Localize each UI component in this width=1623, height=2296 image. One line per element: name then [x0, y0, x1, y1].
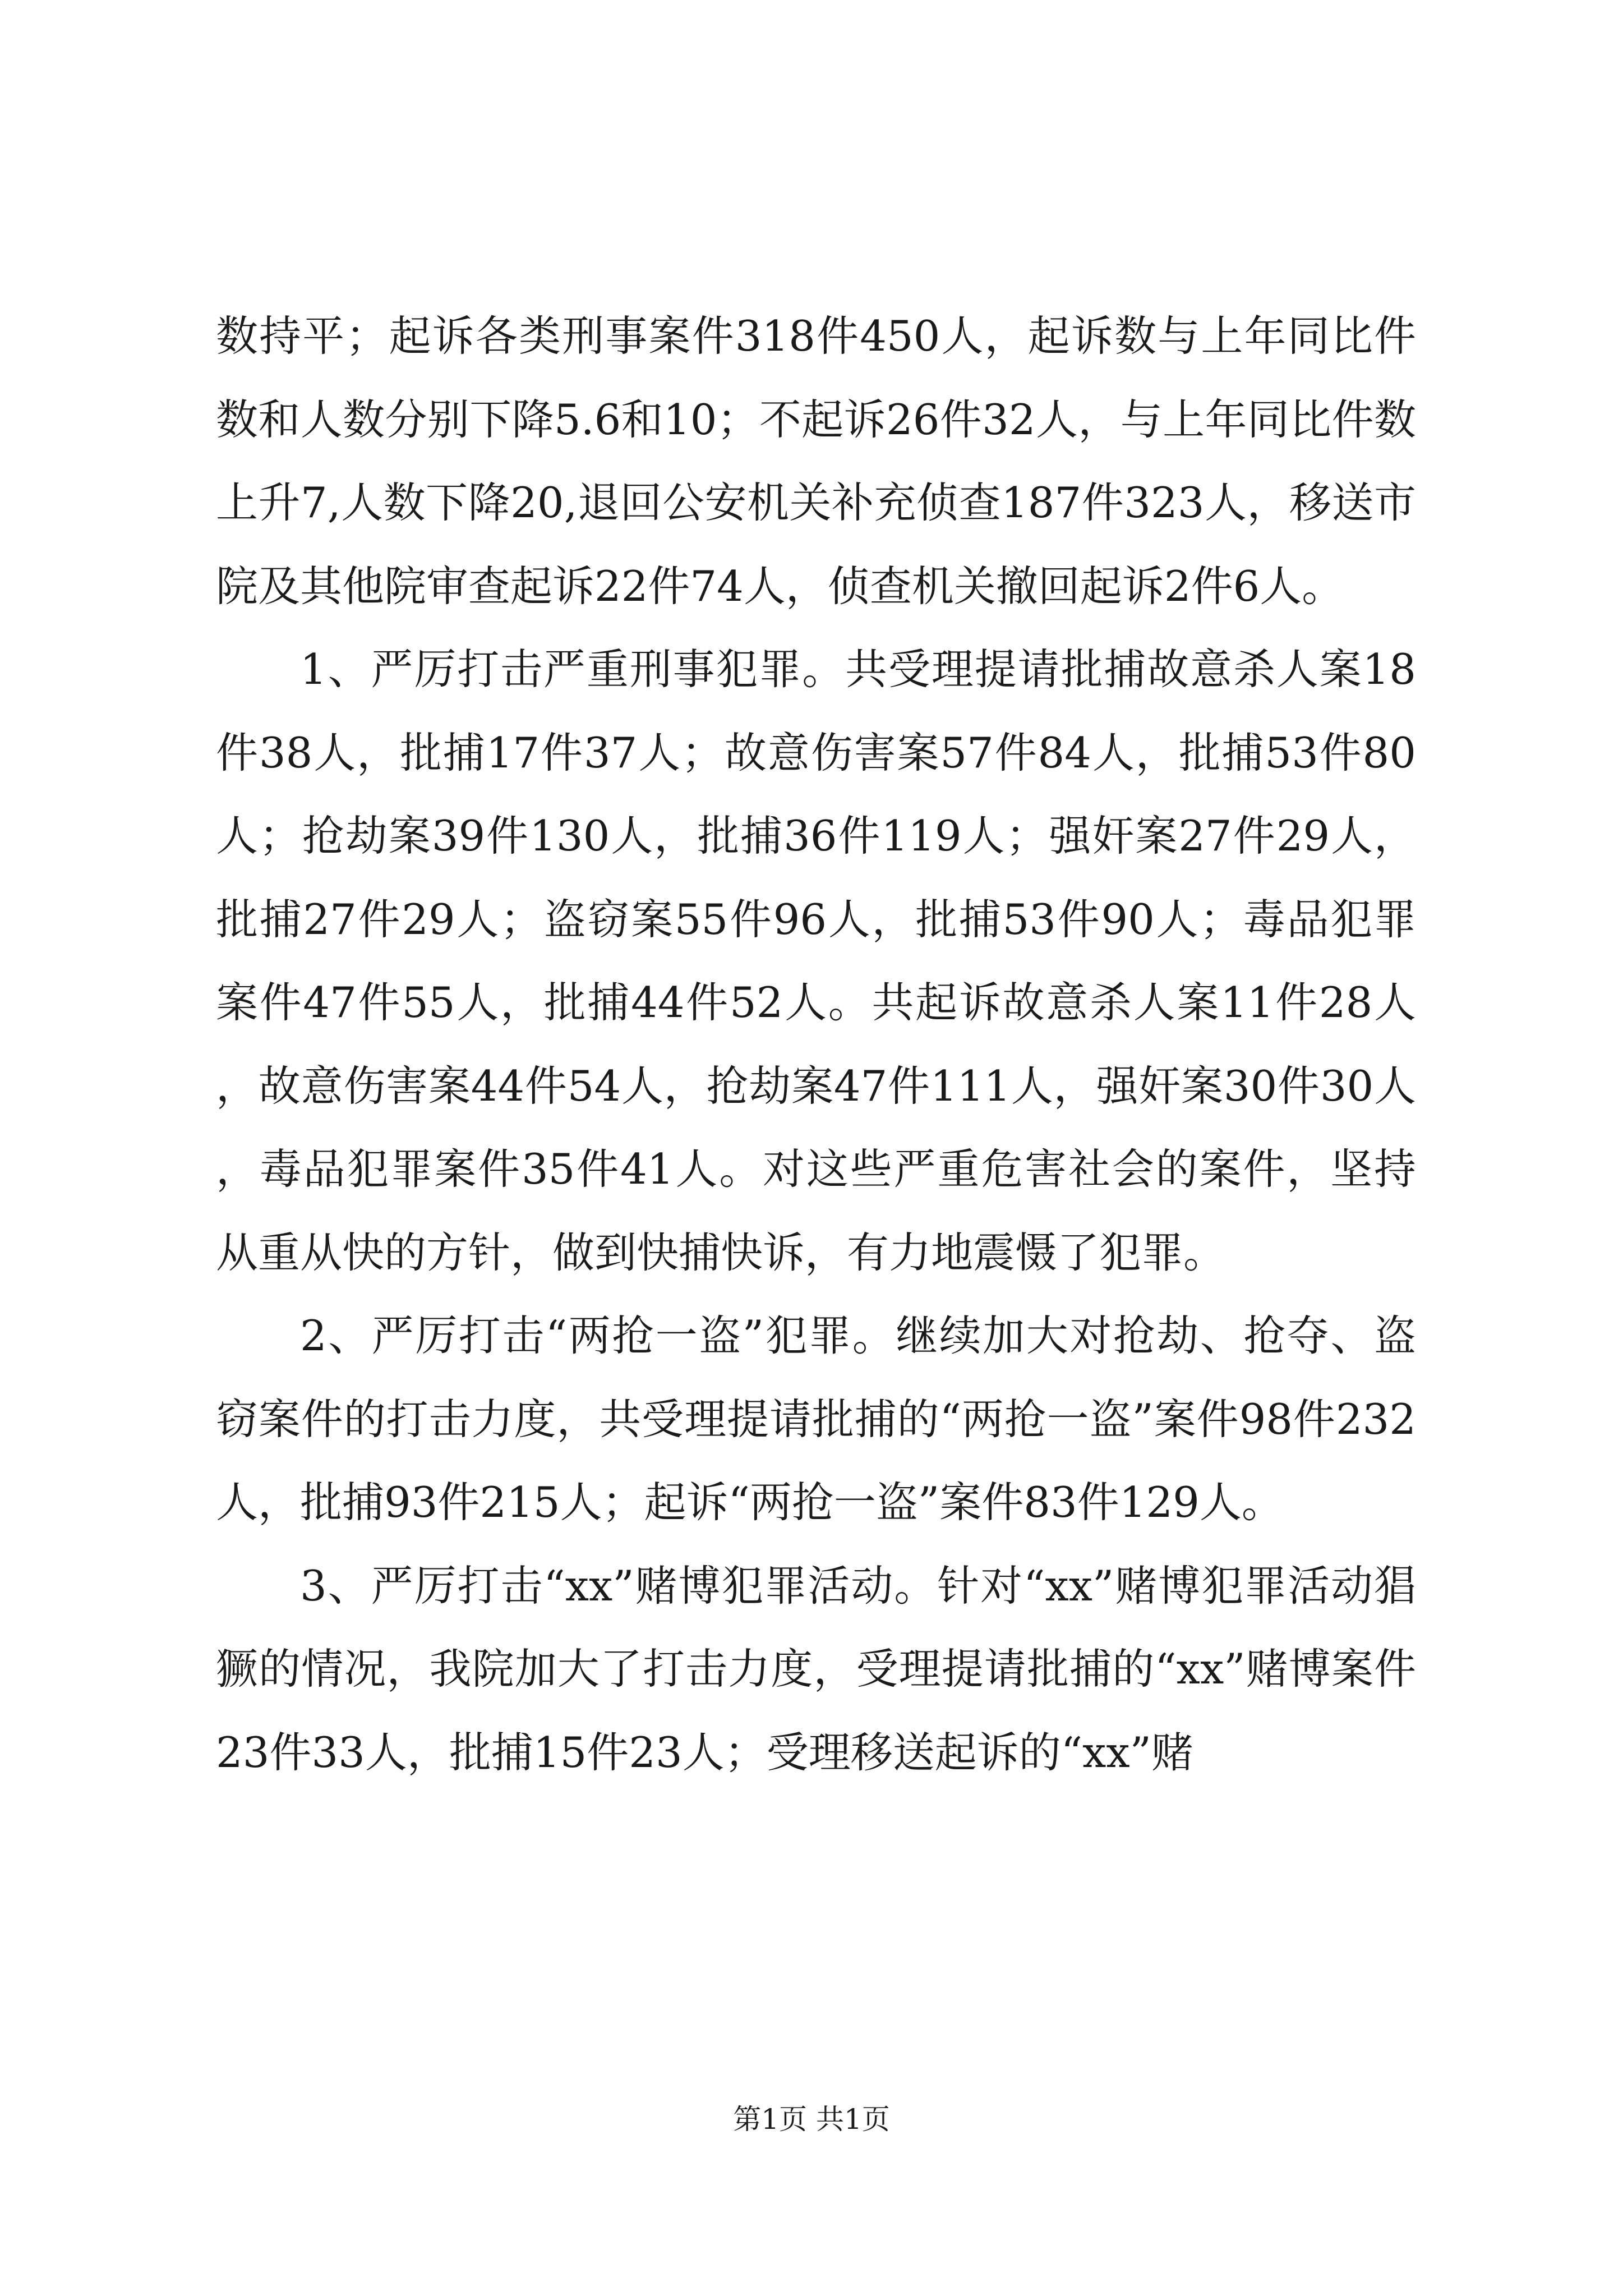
document-body	[216, 295, 1416, 1794]
page-number-footer: 第1页 共1页	[733, 2103, 890, 2136]
paragraph-continuation: 数持平；起诉各类刑事案件318件450人，起诉数与上年同比件数和人数分别下降5.6和10；不起诉26件32人，与上年同比件数上升7,人数下降20,退回公安机关补充侦查187件323人，移送市院及其他院审查起诉22件74人，侦查机关撤回起诉2件6人。	[216, 311, 1416, 611]
paragraph-robbery-theft: 2、严厉打击“两抢一盗”犯罪。继续加大对抢劫、抢夺、盗窃案件的打击力度，共受理提请批捕的“两抢一盗”案件98件232人，批捕93件215人；起诉“两抢一盗”案件83件129人。	[216, 1311, 1416, 1527]
paragraph-gambling: 3、严厉打击“xx”赌博犯罪活动。针对“xx”赌博犯罪活动猖獗的情况，我院加大了打击力度，受理提请批捕的“xx”赌博案件23件33人，批捕15件23人；受理移送起诉的“xx”赌	[216, 1561, 1416, 1777]
paragraph-serious-crimes: 1、严厉打击严重刑事犯罪。共受理提请批捕故意杀人案18件38人，批捕17件37人；故意伤害案57件84人，批捕53件80人；抢劫案39件130人，批捕36件119人；强奸案27件29人，批捕27件29人；盗窃案55件96人，批捕53件90人；毒品犯罪案件47件55人，批捕44件52人。共起诉故意杀人案11件28人，故意伤害案44件54人，抢劫案47件111人，强奸案30件30人，毒品犯罪案件35件41人。对这些严重危害社会的案件，坚持从重从快的方针，做到快捕快诉，有力地震慑了犯罪。	[216, 645, 1416, 1277]
